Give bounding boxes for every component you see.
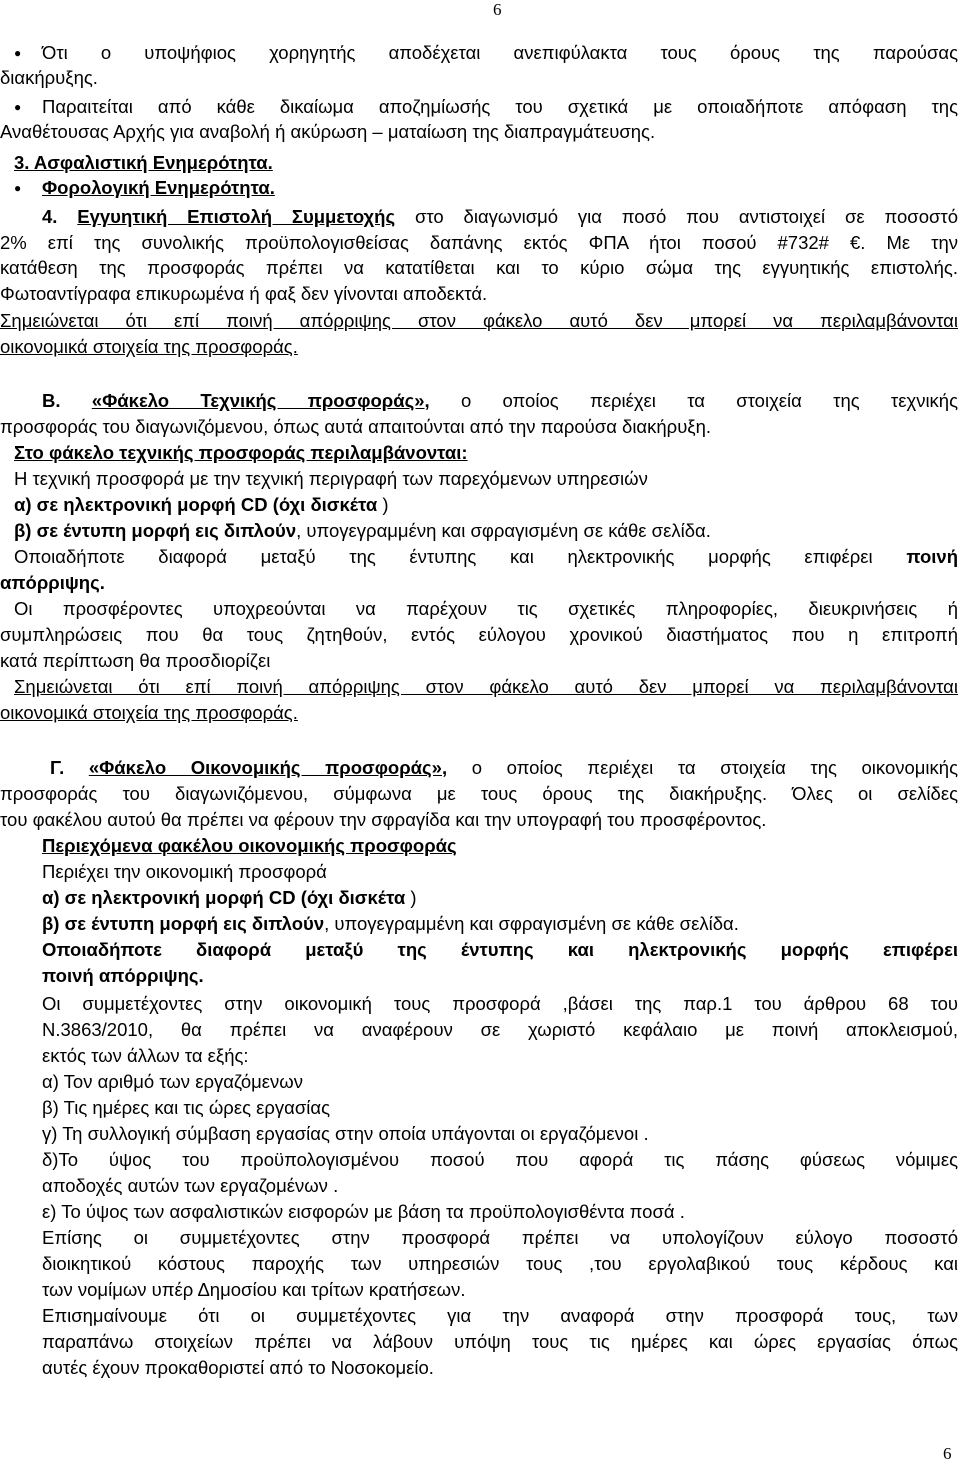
paragraph-line [14,494,389,516]
text-run: β) σε έντυπη μορφή εις διπλούν [14,520,297,541]
bullet-icon: ● [14,100,22,114]
list-item: δ)Το ύψος του προϋπολογισμένου ποσού που αφορά τις πάσης φύσεως νόμιμες [42,1149,958,1170]
financial-contents-heading: Περιεχόμενα φακέλου οικονομικής προσφοράς [42,835,457,856]
paragraph-line: Σημειώνεται ότι επί ποινή απόρριψης στον φάκελο αυτό δεν μπορεί να περιλαμβάνονται [0,310,958,331]
bullet-icon: ● [14,46,22,60]
text-run: , υπογεγραμμένη και σφραγισμένη σε κάθε σελίδα. [324,913,739,934]
text-run: στο διαγωνισμό για ποσό που αντιστοιχεί σε ποσοστό [395,206,958,227]
paragraph-line: Αναθέτουσας Αρχής για αναβολή ή ακύρωση – ματαίωση της διαπραγμάτευσης. [0,121,656,142]
paragraph-line: Οι προσφέροντες υποχρεούνται να παρέχουν τις σχετικές πληροφορίες, διευκρινήσεις ή [14,598,958,619]
text-run: ο οποίος περιέχει τα στοιχεία της τεχνικής [429,390,959,411]
paragraph-line: Περιέχει την οικονομική προσφορά [42,861,327,882]
text-run: , υπογεγραμμένη και σφραγισμένη σε κάθε σελίδα. [296,520,711,541]
section-b-heading [42,390,958,412]
paragraph-line: Ν.3863/2010, θα πρέπει να αναφέρουν σε χωριστό κεφάλαιο με ποινή αποκλεισμού, [42,1019,958,1040]
paragraph-line [42,887,417,909]
text-run: ) [377,494,389,515]
paragraph-line [42,206,958,228]
item-number: 4. [42,206,78,227]
heading-tax-clearance: Φορολογική Ενημερότητα. [42,177,275,198]
text-run: ) [405,887,417,908]
guarantee-letter-title: Εγγυητική Επιστολή Συμμετοχής [77,206,396,227]
paragraph-line: των νομίμων υπέρ Δημοσίου και τρίτων κρατήσεων. [42,1279,466,1300]
text-run: α) σε ηλεκτρονική μορφή CD (όχι δισκέτα [42,887,406,908]
list-item-cont: αποδοχές αυτών των εργαζομένων . [42,1175,339,1196]
paragraph-line: διοικητικού κόστους παροχής των υπηρεσιών τους ,του εργολαβικού τους κέρδους και [42,1253,958,1274]
section-g-heading [50,757,958,779]
paragraph-line [14,546,958,568]
paragraph-line: εκτός των άλλων τα εξής: [42,1045,249,1066]
paragraph-line: παραπάνω στοιχείων πρέπει να λάβουν υπόψη τους τις ημέρες και ώρες εργασίας όπως [42,1331,958,1352]
paragraph-line: Φωτοαντίγραφα επικυρωμένα ή φαξ δεν γίνονται αποδεκτά. [0,283,488,304]
list-item: γ) Τη συλλογική σύμβαση εργασίας στην οποία υπάγονται οι εργαζόμενοι . [42,1123,649,1144]
text-run: α) σε ηλεκτρονική μορφή CD (όχι δισκέτα [14,494,378,515]
paragraph-line [14,520,711,542]
paragraph-line: Επισημαίνουμε ότι οι συμμετέχοντες για την αναφορά στην προσφορά τους, των [42,1305,958,1326]
list-item: α) Τον αριθμό των εργαζόμενων [42,1071,303,1092]
paragraph-line: Οι συμμετέχοντες στην οικονομική τους προσφορά ,βάσει της παρ.1 του άρθρου 68 του [42,993,958,1014]
paragraph-line: κατάθεση της προσφοράς πρέπει να κατατίθεται και το κύριο σώμα της εγγυητικής επιστολής. [0,257,958,278]
paragraph-line: προσφοράς του διαγωνιζόμενου, όπως αυτά απαιτούνται από την παρούσα διακήρυξη. [0,416,712,437]
paragraph-line: Επίσης οι συμμετέχοντες στην προσφορά πρέπει να υπολογίζουν εύλογο ποσοστό [42,1227,958,1248]
paragraph-line: Σημειώνεται ότι επί ποινή απόρριψης στον φάκελο αυτό δεν μπορεί να περιλαμβάνονται [14,676,958,697]
section-letter: Β. [42,390,92,411]
paragraph-line: προσφοράς του διαγωνιζόμενου, σύμφωνα με τους όρους της διακήρυξης. Όλες οι σελίδες [0,783,958,804]
section-letter: Γ. [50,757,89,778]
paragraph-line: διακήρυξης. [0,67,98,88]
paragraph-line: του φακέλου αυτού θα πρέπει να φέρουν την σφραγίδα και την υπογραφή του προσφέροντος. [0,809,767,830]
paragraph-line: απόρριψης. [0,572,105,593]
paragraph-line: Παραιτείται από κάθε δικαίωμα αποζημίωσής του σχετικά με οποιαδήποτε απόφαση της [42,96,958,117]
paragraph-line: 2% επί της συνολικής προϋπολογισθείσας δαπάνης εκτός ΦΠΑ ήτοι ποσού #732# €. Με την [0,232,958,253]
paragraph-line: κατά περίπτωση θα προσδιορίζει [0,650,271,671]
list-item: ε) Το ύψος των ασφαλιστικών εισφορών με βάση τα προϋπολογισθέντα ποσά . [42,1201,685,1222]
text-run: ο οποίος περιέχει τα στοιχεία της οικονομικής [447,757,958,778]
paragraph-line: συμπληρώσεις που θα τους ζητηθούν, εντός εύλογου χρονικού διαστήματος που η επιτροπή [0,624,958,645]
paragraph-line: Ότι ο υποψήφιος χορηγητής αποδέχεται ανεπιφύλακτα τους όρους της παρούσας [42,42,958,63]
paragraph-line: οικονομικά στοιχεία της προσφοράς. [0,336,298,357]
paragraph-line: οικονομικά στοιχεία της προσφοράς. [0,702,298,723]
paragraph-line: Οποιαδήποτε διαφορά μεταξύ της έντυπης και ηλεκτρονικής μορφής επιφέρει [42,939,958,960]
technical-contents-heading: Στο φάκελο τεχνικής προσφοράς περιλαμβάνονται: [14,442,468,463]
paragraph-line: Η τεχνική προσφορά με την τεχνική περιγραφή των παρεχόμενων υπηρεσιών [14,468,648,489]
text-run: Οποιαδήποτε διαφορά μεταξύ της έντυπης και ηλεκτρονικής μορφής επιφέρει [14,546,907,567]
paragraph-line: ποινή απόρριψης. [42,965,204,986]
paragraph-line [42,913,739,935]
technical-offer-title: «Φάκελο Τεχνικής προσφοράς», [91,390,430,411]
bullet-icon: ● [14,181,22,195]
page-number-top: 6 [493,0,502,19]
list-item: β) Τις ημέρες και τις ώρες εργασίας [42,1097,330,1118]
text-run: β) σε έντυπη μορφή εις διπλούν [42,913,325,934]
paragraph-line: αυτές έχουν προκαθοριστεί από το Νοσοκομείο. [42,1357,434,1378]
text-run: ποινή [906,546,958,567]
financial-offer-title: «Φάκελο Οικονομικής προσφοράς», [88,757,448,778]
heading-insurance-clearance: 3. Ασφαλιστική Ενημερότητα. [14,152,273,173]
page-number-bottom: 6 [943,1444,952,1463]
